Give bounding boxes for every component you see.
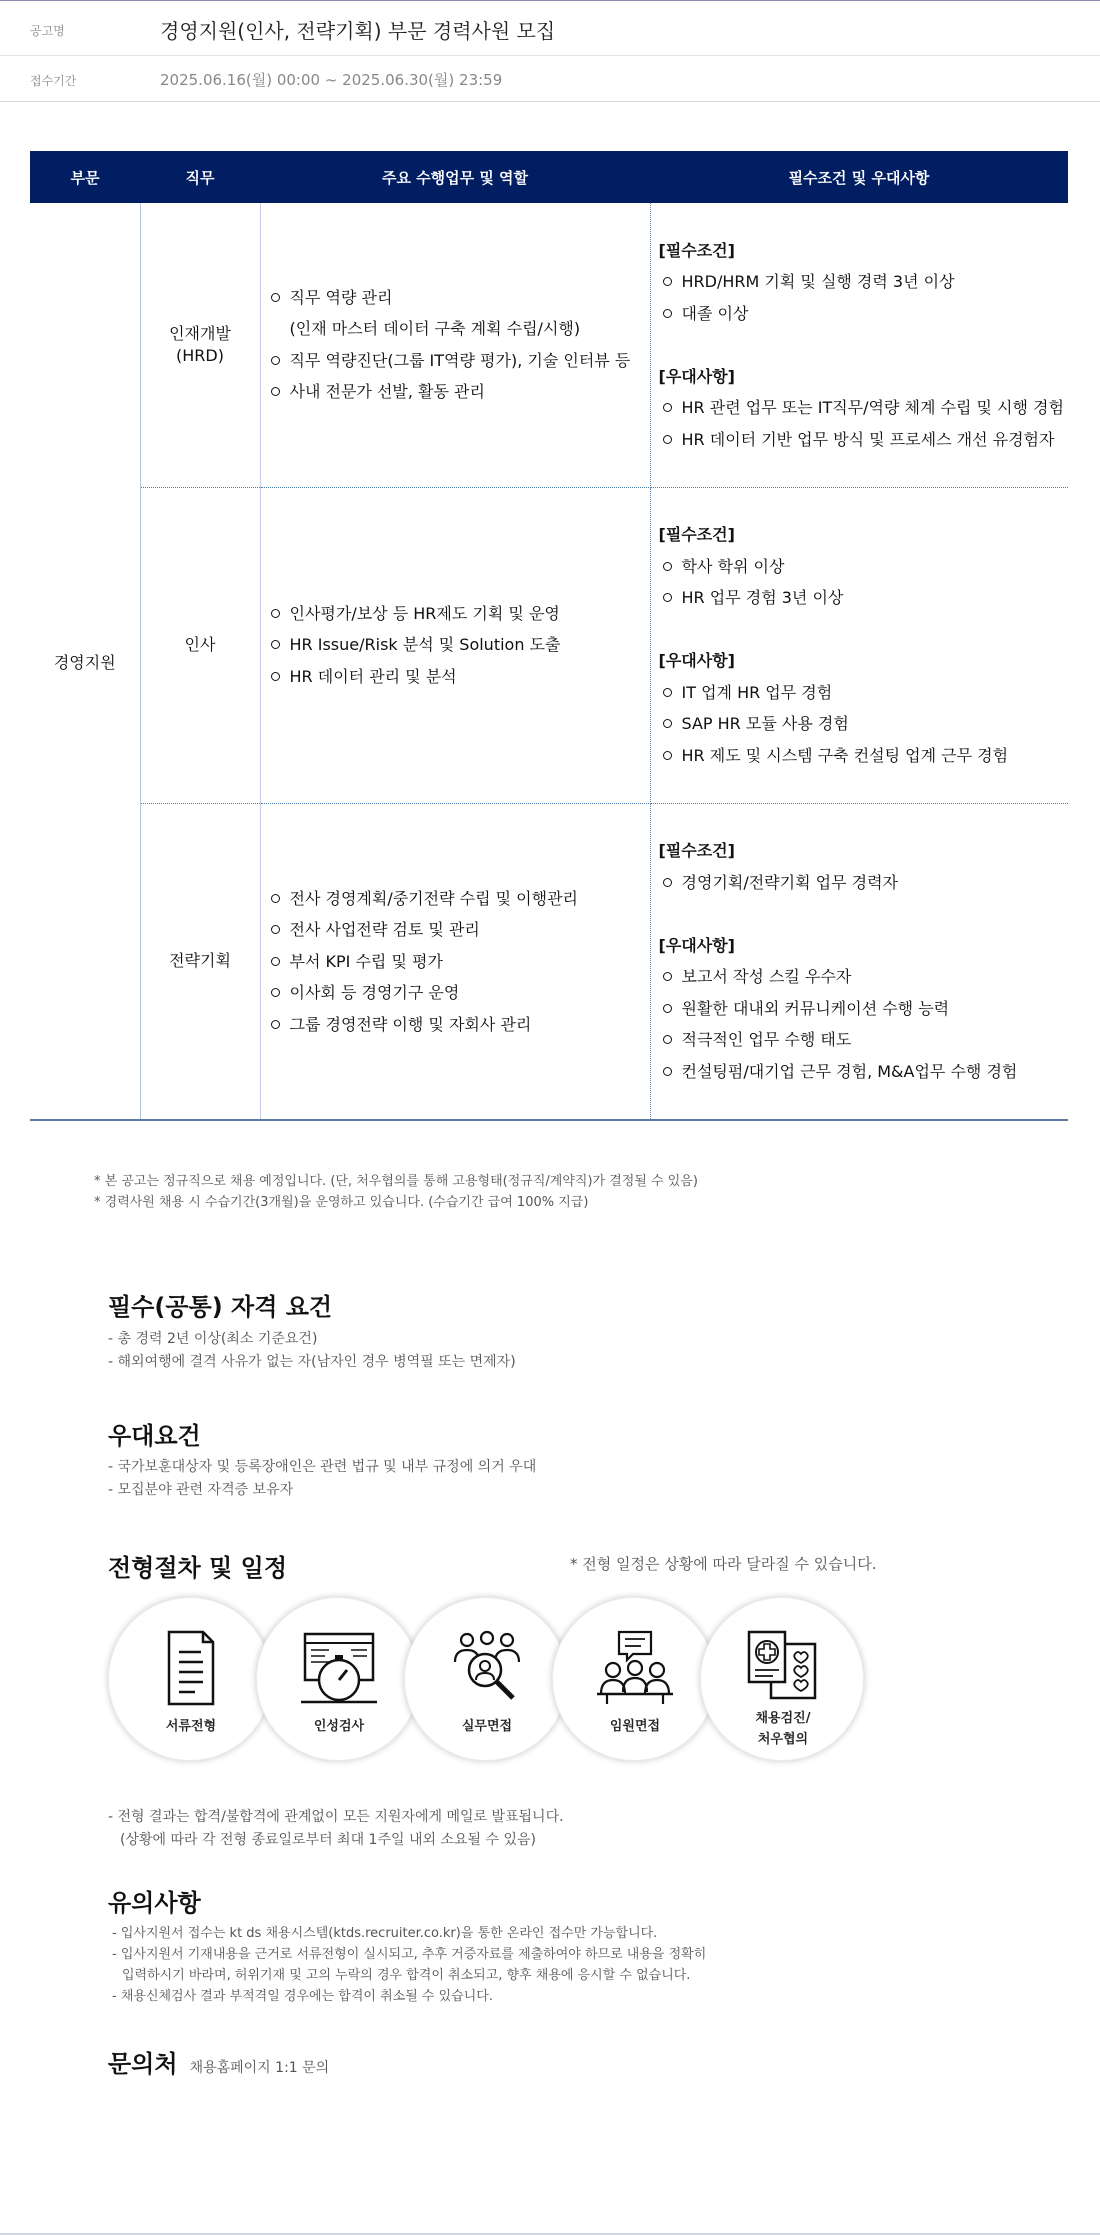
bullet-circle-icon xyxy=(663,751,672,760)
cautions-list xyxy=(112,1923,706,2007)
section-spacer xyxy=(659,898,1069,930)
preferred-item xyxy=(659,677,1069,709)
required-item-text: 대졸 이상 xyxy=(681,303,749,323)
required-item xyxy=(659,551,1069,583)
process-steps xyxy=(108,1597,868,1765)
job-name-line: 인사 xyxy=(184,635,216,654)
duties-cell xyxy=(260,803,650,1120)
duty-item-text: HR Issue/Risk 분석 및 Solution 도출 xyxy=(289,635,561,655)
job-name-line: 전략기획 xyxy=(169,951,231,971)
posting-title-label: 공고명 xyxy=(30,24,65,38)
bullet-circle-icon xyxy=(663,309,672,318)
duty-item xyxy=(267,629,650,661)
header-requirements: 필수조건 및 우대사항 xyxy=(650,151,1068,203)
preferred-heading: [우대사항] xyxy=(658,366,735,386)
list-item: 입력하시기 바라며, 허위기재 및 고의 누락의 경우 합격이 취소되고, 향후 채용에 응시할 수 없습니다. xyxy=(122,1968,691,1983)
bullet-circle-icon xyxy=(663,688,672,697)
bullet-circle-icon xyxy=(663,719,672,728)
bullet-circle-icon xyxy=(271,609,280,618)
preferred-heading: [우대사항] xyxy=(658,935,735,955)
required-heading: [필수조건] xyxy=(658,841,735,861)
header-department: 부문 xyxy=(30,151,140,203)
note-line: * 본 공고는 정규직으로 채용 예정입니다. (단, 처우협의를 통해 고용형태(정규직/계약직)가 결정될 수 있음) xyxy=(94,1174,698,1189)
preferred-item-text: 컨설팅펌/대기업 근무 경험, M&A업무 수행 경험 xyxy=(681,1061,1018,1081)
bullet-circle-icon xyxy=(663,1067,672,1076)
job-name-line: 인재개발 xyxy=(169,323,231,343)
step-medical-check xyxy=(700,1597,864,1761)
application-period-label: 접수기간 xyxy=(30,74,77,88)
qualification-title: 필수(공통) 자격 요건 xyxy=(108,1293,333,1321)
duty-item-text: 직무 역량 관리 xyxy=(289,287,393,307)
process-title: 전형절차 및 일정 xyxy=(108,1554,287,1582)
step-personality-test xyxy=(256,1597,420,1761)
preferred-heading: [우대사항] xyxy=(658,651,735,670)
preferred-item xyxy=(659,392,1069,424)
bullet-circle-icon xyxy=(663,1004,672,1013)
duty-item xyxy=(267,282,650,314)
bullet-circle-icon xyxy=(663,277,672,286)
bullet-circle-icon xyxy=(271,957,280,966)
duty-item xyxy=(267,914,650,946)
bullet-circle-icon xyxy=(663,878,672,887)
required-heading: [필수조건] xyxy=(658,240,735,260)
step-label: 실무면접 xyxy=(461,1719,513,1734)
required-item-text: HR 업무 경험 3년 이상 xyxy=(681,588,844,607)
duty-item-text: 부서 KPI 수립 및 평가 xyxy=(289,951,443,971)
step-working-interview xyxy=(404,1597,568,1761)
section-spacer xyxy=(659,614,1069,646)
required-item-text: 경영기획/전략기획 업무 경력자 xyxy=(681,872,898,892)
application-period-row xyxy=(0,56,1100,102)
table-row xyxy=(30,203,1068,487)
table-header-row xyxy=(30,151,1068,203)
posting-title: 경영지원(인사, 전략기획) 부문 경력사원 모집 xyxy=(160,19,556,43)
process-note: * 전형 일정은 상황에 따라 달라질 수 있습니다. xyxy=(570,1555,877,1573)
preferred-item-text: 적극적인 업무 수행 태도 xyxy=(681,1030,852,1050)
bullet-circle-icon xyxy=(663,435,672,444)
bullet-circle-icon xyxy=(663,593,672,602)
result-notice xyxy=(108,1806,564,1852)
duty-item xyxy=(267,376,650,408)
bullet-circle-icon xyxy=(271,356,280,365)
job-cell xyxy=(140,803,260,1120)
bullet-circle-icon xyxy=(271,1020,280,1029)
bullet-circle-icon xyxy=(271,672,280,681)
step-label: 임원면접 xyxy=(609,1719,661,1734)
medical-checklist-icon xyxy=(743,1628,823,1708)
duty-item xyxy=(267,598,650,630)
preferred-item-text: HR 데이터 기반 업무 방식 및 프로세스 개선 유경험자 xyxy=(681,429,1055,449)
preferred-item xyxy=(659,424,1069,456)
preferred-list xyxy=(108,1456,536,1502)
duty-item xyxy=(267,883,650,915)
list-item: - 모집분야 관련 자격증 보유자 xyxy=(108,1482,294,1498)
preferred-item xyxy=(659,993,1069,1025)
duty-item xyxy=(267,977,650,1009)
duties-cell xyxy=(260,203,650,487)
list-item: - 채용신체검사 결과 부적격일 경우에는 합격이 취소될 수 있습니다. xyxy=(112,1989,493,2004)
bullet-circle-icon xyxy=(271,988,280,997)
duty-item-text: 사내 전문가 선발, 활동 관리 xyxy=(289,382,485,402)
preferred-item-text: 보고서 작성 스킬 우수자 xyxy=(681,967,852,987)
bullet-circle-icon xyxy=(271,894,280,903)
preferred-item-text: 원활한 대내외 커뮤니케이션 수행 능력 xyxy=(681,998,950,1018)
step-document-review xyxy=(108,1597,272,1761)
required-item xyxy=(659,266,1069,298)
preferred-item xyxy=(659,708,1069,740)
posting-title-row xyxy=(0,1,1100,56)
bullet-circle-icon xyxy=(271,293,280,302)
contact-title: 문의처 xyxy=(108,2050,178,2078)
qualification-list xyxy=(108,1328,516,1374)
duty-item-text: 인사평가/보상 등 HR제도 기획 및 운영 xyxy=(289,603,560,623)
header-job: 직무 xyxy=(140,151,260,203)
preferred-title: 우대요건 xyxy=(108,1422,201,1450)
list-item: - 입사지원서 기재내용을 근거로 서류전형이 실시되고, 추후 거증자료를 제출하여야 하므로 내용을 정확히 xyxy=(112,1947,707,1962)
step-label xyxy=(701,1708,865,1750)
table-row xyxy=(30,487,1068,803)
preferred-item xyxy=(659,1056,1069,1088)
contact-link[interactable]: 채용홈페이지 1:1 문의 xyxy=(189,2060,330,2076)
duties-cell xyxy=(260,487,650,803)
header-duties: 주요 수행업무 및 역할 xyxy=(260,151,650,203)
requirements-cell xyxy=(650,203,1068,487)
group-search-icon xyxy=(447,1628,527,1708)
bullet-circle-icon xyxy=(271,640,280,649)
bullet-circle-icon xyxy=(271,387,280,396)
duty-item xyxy=(267,345,650,377)
result-line: (상황에 따라 각 전형 종료일로부터 최대 1주일 내외 소요될 수 있음) xyxy=(120,1832,536,1848)
stopwatch-monitor-icon xyxy=(299,1628,379,1708)
job-table xyxy=(30,151,1068,1121)
required-item-text: HRD/HRM 기획 및 실행 경력 3년 이상 xyxy=(681,272,955,291)
required-item xyxy=(659,582,1069,614)
required-item xyxy=(659,867,1069,899)
job-cell xyxy=(140,203,260,487)
bullet-circle-icon xyxy=(663,972,672,981)
duty-item xyxy=(267,661,650,693)
list-item: - 입사지원서 접수는 kt ds 채용시스템(ktds.recruiter.co.kr)을 통한 온라인 접수만 가능합니다. xyxy=(112,1926,658,1941)
list-item: - 국가보훈대상자 및 등록장애인은 관련 법규 및 내부 규정에 의거 우대 xyxy=(108,1459,537,1475)
requirements-cell xyxy=(650,487,1068,803)
step-label-line: 처우협의 xyxy=(757,1732,809,1747)
note-line: * 경력사원 채용 시 수습기간(3개월)을 운영하고 있습니다. (수습기간 급여 100% 지급) xyxy=(94,1195,589,1210)
step-executive-interview xyxy=(552,1597,716,1761)
document-icon xyxy=(151,1628,231,1708)
preferred-item xyxy=(659,961,1069,993)
department-cell: 경영지원 xyxy=(30,203,140,1120)
bullet-circle-icon xyxy=(663,403,672,412)
table-row xyxy=(30,803,1068,1120)
cautions-title: 유의사항 xyxy=(108,1889,201,1917)
bullet-circle-icon xyxy=(271,925,280,934)
required-item xyxy=(659,298,1069,330)
step-label-line: 채용검진/ xyxy=(755,1711,811,1726)
requirements-cell xyxy=(650,803,1068,1120)
application-period: 2025.06.16(월) 00:00 ~ 2025.06.30(월) 23:59 xyxy=(160,71,503,89)
contact-row xyxy=(108,2044,329,2079)
preferred-item-text: HR 제도 및 시스템 구축 컨설팅 업계 근무 경험 xyxy=(681,745,1009,765)
required-item-text: 학사 학위 이상 xyxy=(681,556,785,576)
section-spacer xyxy=(659,329,1069,361)
duty-item-text: 직무 역량진단(그룹 IT역량 평가), 기술 인터뷰 등 xyxy=(289,350,631,370)
duty-item xyxy=(267,1009,650,1041)
list-item: - 총 경력 2년 이상(최소 기준요건) xyxy=(108,1331,318,1347)
step-label: 인성검사 xyxy=(313,1719,365,1734)
preferred-item-text: HR 관련 업무 또는 IT직무/역량 체계 수립 및 시행 경험 xyxy=(681,398,1064,417)
duty-detail: (인재 마스터 데이터 구축 계획 수립/시행) xyxy=(289,319,581,339)
job-name-line: (HRD) xyxy=(176,345,224,365)
step-label: 서류전형 xyxy=(165,1719,217,1734)
bullet-circle-icon xyxy=(663,1035,672,1044)
list-item: - 해외여행에 결격 사유가 없는 자(남자인 경우 병역필 또는 면제자) xyxy=(108,1354,516,1370)
duty-item-text: HR 데이터 관리 및 분석 xyxy=(289,666,457,686)
job-cell xyxy=(140,487,260,803)
preferred-item xyxy=(659,1024,1069,1056)
interview-icon xyxy=(595,1628,675,1708)
preferred-item-text: IT 업계 HR 업무 경험 xyxy=(681,682,833,702)
preferred-item-text: SAP HR 모듈 사용 경험 xyxy=(681,714,849,733)
duty-item xyxy=(267,946,650,978)
result-line: - 전형 결과는 합격/불합격에 관계없이 모든 지원자에게 메일로 발표됩니다. xyxy=(108,1809,564,1825)
required-heading: [필수조건] xyxy=(658,525,735,544)
duty-item-text: 이사회 등 경영기구 운영 xyxy=(289,983,460,1002)
duty-item-text: 전사 사업전략 검토 및 관리 xyxy=(289,920,480,939)
employment-notes xyxy=(94,1171,698,1213)
bullet-circle-icon xyxy=(663,562,672,571)
duty-item-text: 그룹 경영전략 이행 및 자회사 관리 xyxy=(289,1014,532,1034)
preferred-item xyxy=(659,740,1069,772)
duty-item-text: 전사 경영계획/중기전략 수립 및 이행관리 xyxy=(289,888,578,908)
